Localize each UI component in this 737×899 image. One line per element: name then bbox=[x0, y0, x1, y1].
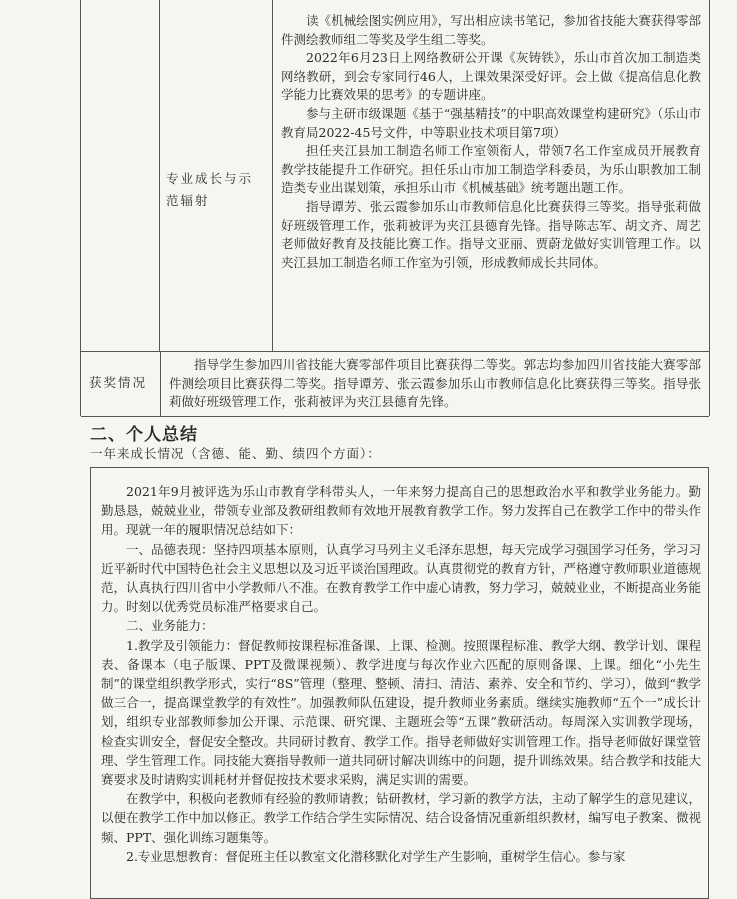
summary-box bbox=[90, 467, 709, 899]
table-divider bbox=[160, 352, 161, 416]
summary-paragraph: 二、业务能力： bbox=[126, 618, 214, 634]
growth-paragraph: 2022年6月23日上网络教研公开课《灰铸铁》，乐山市首次加工制造类网络教研，到会专家同行46人，上课效果深受好评。会上做《提高信息化教学能力比赛效果的思考》的专题讲座。 bbox=[281, 50, 701, 103]
table-row-awards bbox=[81, 352, 709, 417]
table-cell-content bbox=[273, 0, 709, 351]
growth-paragraph: 指导谭芳、张云霞参加乐山市教师信息化比赛获得三等奖。指导张莉做好班级管理工作，张莉被评为夹江县德育先锋。指导陈志军、胡文齐、周艺老师做好教育及技能比赛工作。指导文亚丽、贾蔚龙做好实训管理工作。以夹江县加工制造名师工作室为引领，形成教师成长共同体。 bbox=[281, 198, 701, 270]
growth-text bbox=[281, 12, 701, 272]
awards-paragraph: 指导学生参加四川省技能大赛零部件项目比赛获得二等奖。郭志均参加四川省技能大赛零部件测绘项目比赛获得二等奖。指导谭芳、张云霞参加乐山市教师信息化比赛获得三等奖。指导张莉做好班级管理工作，张莉被评为夹江县德育先锋。 bbox=[169, 357, 701, 410]
table-cell-label bbox=[160, 0, 273, 351]
summary-paragraph: 一、品德表现：坚持四项基本原则，认真学习马列主义毛泽东思想，每天完成学习强国学习任务，学习习近平新时代中国特色社会主义思想以及习近平谈治国理政。认真贯彻党的教育方针，严格遵守教师职业道德规范，认真执行四川省中小学教师八不准。在教育教学工作中虚心请教，努力学习，兢兢业业，不断提高业务能力。时刻以优秀党员标准严格要求自己。 bbox=[101, 541, 702, 615]
row-label-growth: 专业成长与示范辐射 bbox=[166, 171, 254, 208]
section-subheading: 一年来成长情况（含德、能、勤、绩四个方面）： bbox=[90, 446, 381, 461]
summary-paragraph: 在教学中，积极向老教师有经验的教师请教；钻研教材，学习新的教学方法，主动了解学生的意见建议，以便在教学工作中加以修正。教学工作结合学生实际情况、结合设备情况重新组织教材，编写电子教案、微视频、PPT、强化训练习题集等。 bbox=[101, 791, 702, 845]
summary-paragraph: 1.教学及引领能力：督促教师按课程标准备课、上课、检测。按照课程标准、教学大纲、教学计划、课程表、备课本（电子版课、PPT及微课视频）、教学进度与每次作业六匹配的原则备课、上课。细化“小先生制”的课堂组织教学形式，实行“8S”管理（整理、整顿、清扫、清洁、素养、安全和节约、学习），做到“教学做三合一，提高课堂教学的有效性”。加强教师队伍建设，提升教师业务素质。继续实施教师“五个一”成长计划，组织专业部教师参加公开课、示范课、研究课、主题班会等“五课”教研活动。每周深入实训教学现场，检查实训安全，督促安全整改。共同研讨教育、教学工作。指导老师做好实训管理工作。指导老师做好课堂管理、学生管理工作。同技能大赛指导教师一道共同研讨解决训练中的问题，提升训练效果。结合教学和技能大赛要求及时请购实训耗材并督促按技术要求采购，满足实训的需要。 bbox=[101, 637, 702, 788]
table-row-growth bbox=[81, 0, 709, 352]
growth-paragraph: 参与主研市级课题《基于“强基精技”的中职高效课堂构建研究》（乐山市教育局2022-45号文件，中等职业技术项目第7项） bbox=[281, 105, 701, 140]
info-table bbox=[80, 0, 710, 416]
growth-paragraph: 担任夹江县加工制造名师工作室领衔人，带领7名工作室成员开展教育教学技能提升工作研究。担任乐山市加工制造学科委员，为乐山职教加工制造类专业出谋划策，承担乐山市《机械基础》统考题出题工作。 bbox=[281, 143, 701, 196]
table-cell-blank bbox=[81, 0, 160, 351]
section-heading: 二、个人总结 bbox=[90, 425, 198, 445]
row-label-awards: 获奖情况 bbox=[89, 375, 148, 390]
growth-paragraph: 读《机械绘图实例应用》，写出相应读书笔记，参加省技能大赛获得零部件测绘教师组二等奖及学生组二等奖。 bbox=[281, 13, 701, 47]
summary-paragraph: 2.专业思想教育：督促班主任以教室文化潜移默化对学生产生影响，重树学生信心。参与家 bbox=[126, 848, 626, 864]
awards-text bbox=[169, 356, 701, 412]
summary-text bbox=[101, 482, 701, 866]
summary-paragraph: 2021年9月被评选为乐山市教育学科带头人，一年来努力提高自己的思想政治水平和教学业务能力。勤勤恳恳，兢兢业业，带领专业部及教研组教师有效地开展教育教学工作。努力发挥自己在教学工作中的带头作用。现就一年的履职情况总结如下： bbox=[101, 484, 702, 538]
